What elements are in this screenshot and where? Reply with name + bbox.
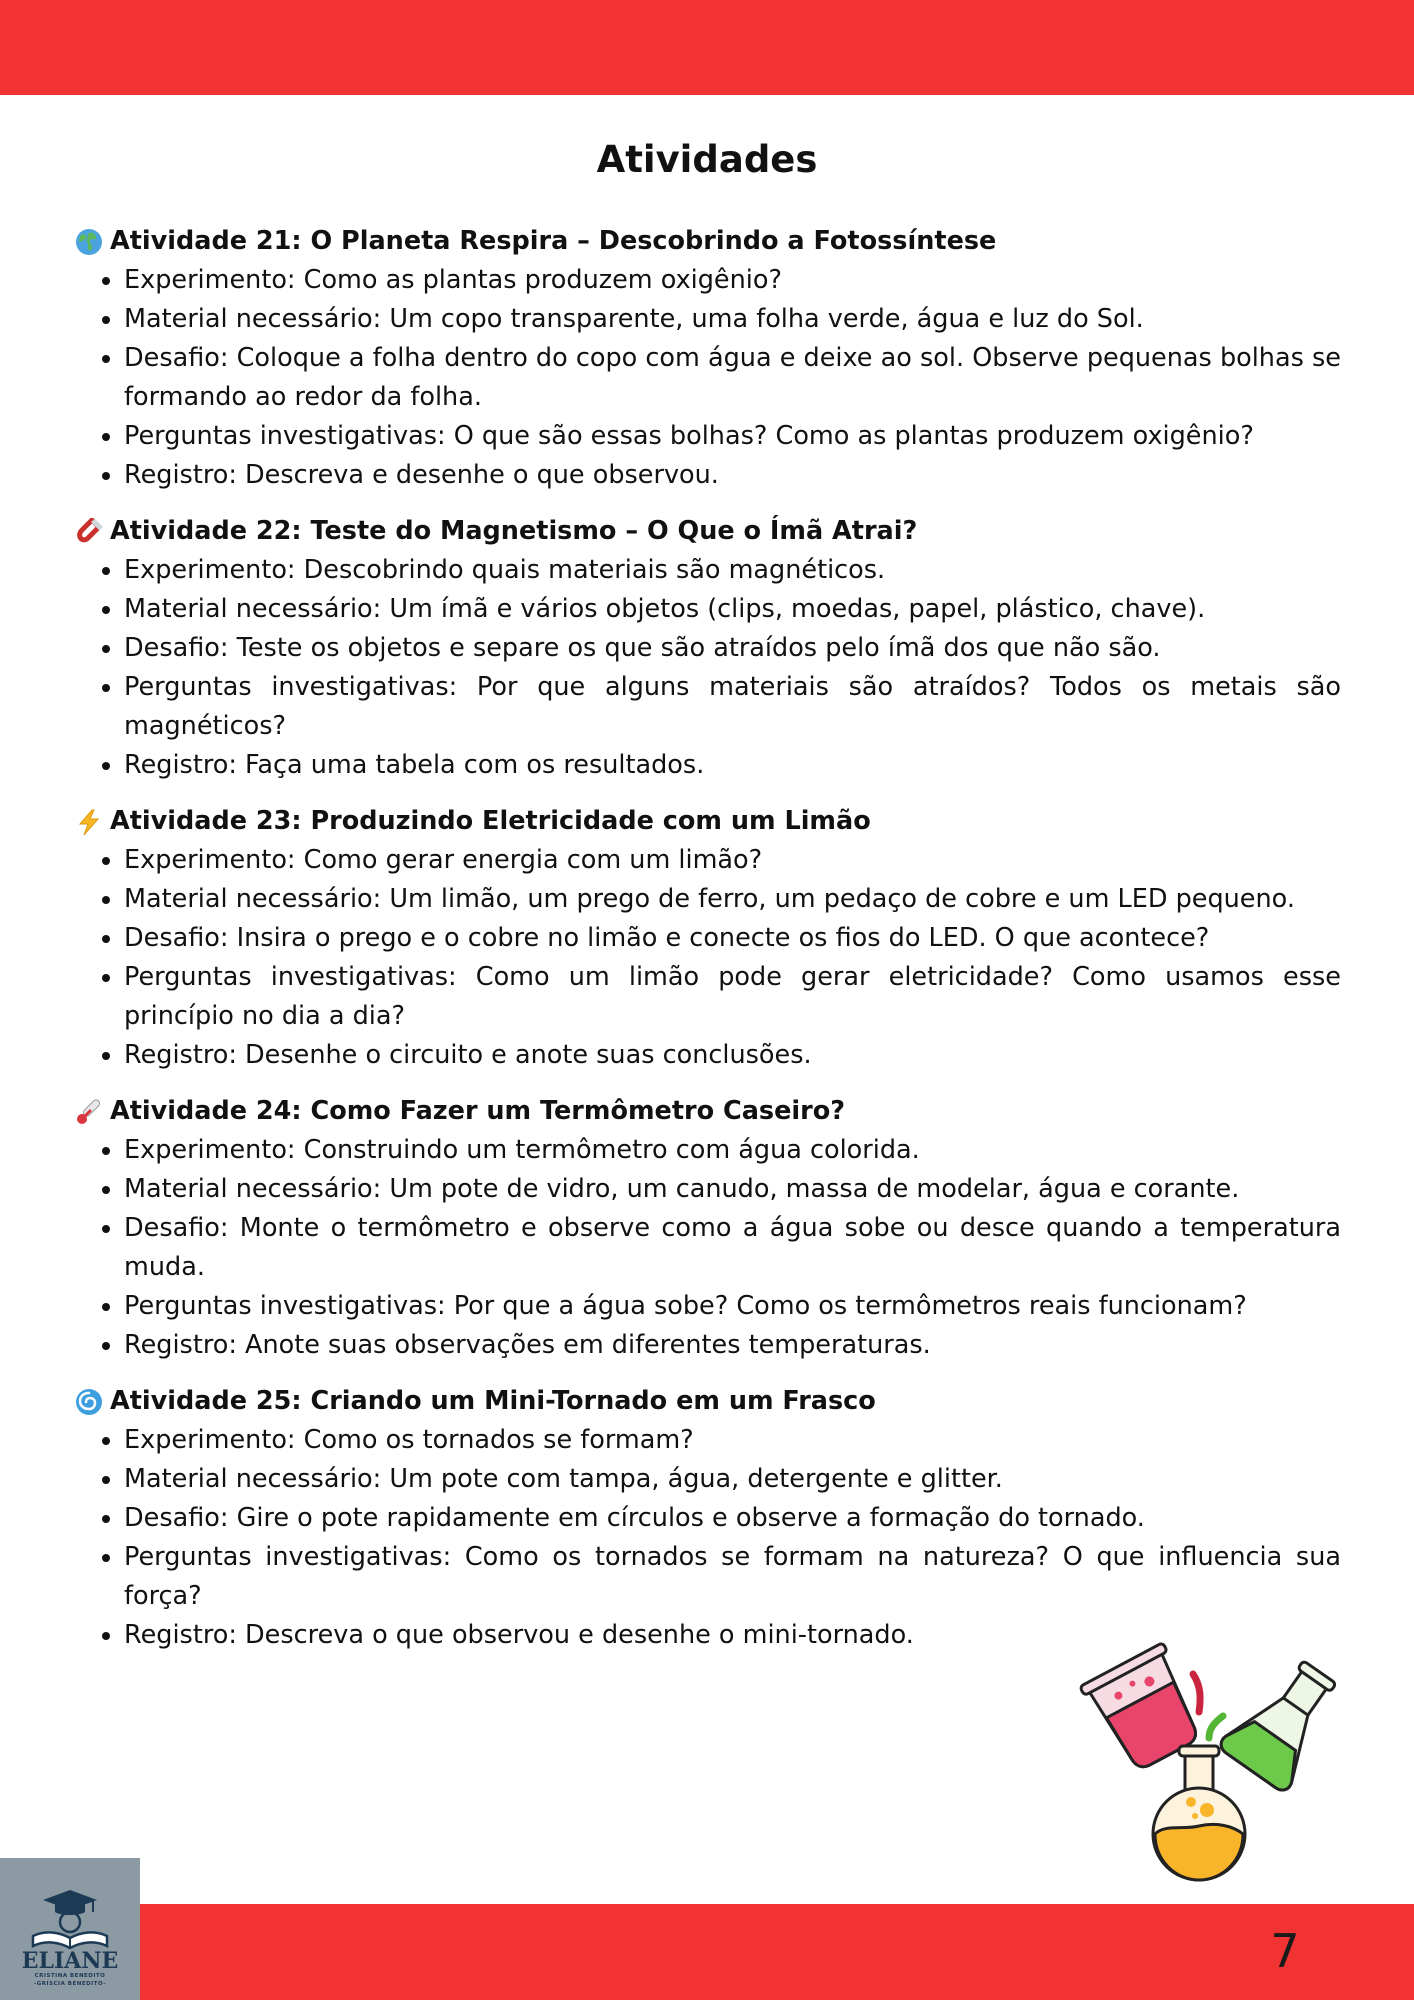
page-number: 7 <box>1270 1924 1300 1978</box>
activity-items <box>74 261 1341 495</box>
bottom-red-band <box>0 1904 1414 2000</box>
top-red-band <box>0 0 1414 95</box>
activity-items <box>74 841 1341 1075</box>
list-item: • Desafio: Insira o prego e o cobre no limão e conecte os fios do LED. O que acontece? <box>124 919 1341 958</box>
list-item: • Material necessário: Um pote de vidro, um canudo, massa de modelar, água e corante. <box>124 1170 1341 1209</box>
list-item: • Registro: Descreva e desenhe o que observou. <box>124 456 1341 495</box>
list-item: • Experimento: Como os tornados se formam? <box>124 1421 1341 1460</box>
list-item: • Perguntas investigativas: Como os tornados se formam na natureza? O que influencia sua força? <box>124 1538 1341 1616</box>
activity-title-text: Atividade 23: Produzindo Eletricidade com um Limão <box>110 806 871 836</box>
activity-items <box>74 551 1341 785</box>
activity-title-text: Atividade 21: O Planeta Respira – Descobrindo a Fotossíntese <box>110 226 997 256</box>
cyclone-icon <box>74 1387 104 1417</box>
list-item: • Material necessário: Um ímã e vários objetos (clips, moedas, papel, plástico, chave). <box>124 590 1341 629</box>
activity-title <box>74 512 1341 551</box>
magnet-icon <box>74 517 104 547</box>
logo-subtitle-1: CRISTINA BENEDITO <box>34 1973 106 1979</box>
list-item: • Perguntas investigativas: Por que a água sobe? Como os termômetros reais funcionam? <box>124 1287 1341 1326</box>
thermometer-icon <box>74 1097 104 1127</box>
list-item: • Perguntas investigativas: Como um limão pode gerar eletricidade? Como usamos esse princípio no dia a dia? <box>124 958 1341 1036</box>
activity-title <box>74 1382 1341 1421</box>
list-item: • Perguntas investigativas: Por que alguns materiais são atraídos? Todos os metais são magnéticos? <box>124 668 1341 746</box>
logo-subtitle-2: -GRISCIA BENEDITO- <box>33 1981 107 1987</box>
page-title: Atividades <box>596 138 818 181</box>
author-logo <box>0 1858 140 2000</box>
list-item: • Material necessário: Um pote com tampa, água, detergente e glitter. <box>124 1460 1341 1499</box>
chemistry-flasks-illustration <box>1075 1636 1345 1890</box>
activity-22 <box>74 512 1341 785</box>
list-item: • Experimento: Como gerar energia com um limão? <box>124 841 1341 880</box>
logo-name: ELIANE <box>21 1948 119 1974</box>
list-item: • Experimento: Descobrindo quais materiais são magnéticos. <box>124 551 1341 590</box>
activities-list <box>74 222 1341 1672</box>
activity-title-text: Atividade 22: Teste do Magnetismo – O Que o Ímã Atrai? <box>110 516 918 546</box>
activity-title <box>74 1092 1341 1131</box>
activity-title <box>74 802 1341 841</box>
list-item: • Registro: Anote suas observações em diferentes temperaturas. <box>124 1326 1341 1365</box>
list-item: • Registro: Desenhe o circuito e anote suas conclusões. <box>124 1036 1341 1075</box>
activity-24 <box>74 1092 1341 1365</box>
activity-title-text: Atividade 25: Criando um Mini-Tornado em um Frasco <box>110 1386 876 1416</box>
list-item: • Material necessário: Um limão, um prego de ferro, um pedaço de cobre e um LED pequeno. <box>124 880 1341 919</box>
list-item: • Experimento: Construindo um termômetro com água colorida. <box>124 1131 1341 1170</box>
activity-items <box>74 1131 1341 1365</box>
list-item: • Registro: Descreva o que observou e desenhe o mini-tornado. <box>124 1616 1341 1655</box>
activity-21 <box>74 222 1341 495</box>
list-item: • Desafio: Monte o termômetro e observe como a água sobe ou desce quando a temperatura muda. <box>124 1209 1341 1287</box>
list-item: • Experimento: Como as plantas produzem oxigênio? <box>124 261 1341 300</box>
activity-items <box>74 1421 1341 1655</box>
graduation-book-icon <box>25 1888 115 1950</box>
activity-25 <box>74 1382 1341 1655</box>
list-item: • Desafio: Coloque a folha dentro do copo com água e deixe ao sol. Observe pequenas bolhas se formando ao redor da folha. <box>124 339 1341 417</box>
list-item: • Material necessário: Um copo transparente, uma folha verde, água e luz do Sol. <box>124 300 1341 339</box>
list-item: • Desafio: Teste os objetos e separe os que são atraídos pelo ímã dos que não são. <box>124 629 1341 668</box>
list-item: • Desafio: Gire o pote rapidamente em círculos e observe a formação do tornado. <box>124 1499 1341 1538</box>
globe-icon <box>74 227 104 257</box>
list-item: • Registro: Faça uma tabela com os resultados. <box>124 746 1341 785</box>
activity-title-text: Atividade 24: Como Fazer um Termômetro Caseiro? <box>110 1096 846 1126</box>
activity-title <box>74 222 1341 261</box>
list-item: • Perguntas investigativas: O que são essas bolhas? Como as plantas produzem oxigênio? <box>124 417 1341 456</box>
lightning-icon <box>74 807 104 837</box>
activity-23 <box>74 802 1341 1075</box>
